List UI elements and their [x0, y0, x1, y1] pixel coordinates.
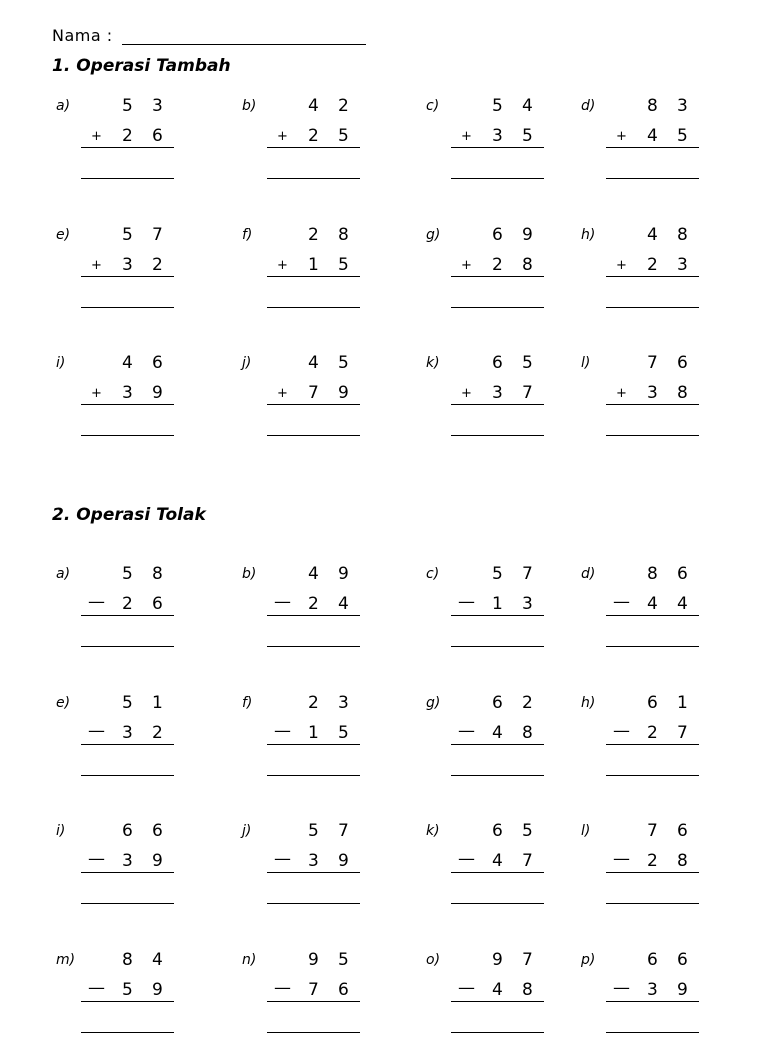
top-tens-digit: 5 [122, 564, 133, 584]
top-tens-digit: 8 [647, 96, 658, 116]
plus-sign: + [461, 258, 472, 273]
answer-line[interactable] [267, 1032, 360, 1033]
bottom-tens-digit: 2 [647, 255, 658, 275]
operation-rule [81, 615, 174, 616]
top-tens-digit: 7 [647, 821, 658, 841]
problem [426, 566, 586, 676]
operation-rule [606, 744, 699, 745]
section-title: 1. Operasi Tambah [52, 56, 231, 76]
problem-label: n) [242, 952, 257, 968]
plus-sign: + [616, 129, 627, 144]
answer-line[interactable] [606, 1032, 699, 1033]
minus-sign: — [274, 721, 291, 741]
top-tens-digit: 6 [492, 353, 503, 373]
operation-rule [267, 147, 360, 148]
problem-label: e) [56, 695, 71, 711]
top-tens-digit: 6 [492, 821, 503, 841]
top-tens-digit: 5 [492, 564, 503, 584]
top-units-digit: 5 [338, 950, 349, 970]
operation-rule [451, 1001, 544, 1002]
answer-line[interactable] [267, 775, 360, 776]
bottom-units-digit: 7 [522, 383, 533, 403]
top-tens-digit: 6 [492, 693, 503, 713]
bottom-tens-digit: 1 [492, 594, 503, 614]
problem-label: m) [56, 952, 76, 968]
bottom-units-digit: 8 [677, 383, 688, 403]
problem [581, 227, 741, 337]
problem-label: c) [426, 98, 440, 114]
top-units-digit: 6 [677, 353, 688, 373]
operation-rule [81, 1001, 174, 1002]
top-units-digit: 2 [522, 693, 533, 713]
answer-line[interactable] [81, 646, 174, 647]
bottom-units-digit: 8 [522, 723, 533, 743]
operation-rule [606, 1001, 699, 1002]
top-units-digit: 3 [338, 693, 349, 713]
bottom-tens-digit: 4 [492, 980, 503, 1000]
bottom-tens-digit: 2 [308, 594, 319, 614]
top-tens-digit: 6 [122, 821, 133, 841]
top-tens-digit: 4 [308, 353, 319, 373]
operation-rule [451, 147, 544, 148]
top-tens-digit: 5 [122, 225, 133, 245]
top-units-digit: 5 [338, 353, 349, 373]
problem [56, 566, 216, 676]
bottom-units-digit: 7 [677, 723, 688, 743]
minus-sign: — [274, 849, 291, 869]
top-units-digit: 2 [338, 96, 349, 116]
bottom-tens-digit: 3 [122, 383, 133, 403]
problem-label: g) [426, 695, 441, 711]
top-tens-digit: 6 [492, 225, 503, 245]
plus-sign: + [91, 258, 102, 273]
plus-sign: + [91, 129, 102, 144]
problem-label: p) [581, 952, 596, 968]
answer-line[interactable] [606, 903, 699, 904]
problem [581, 566, 741, 676]
top-units-digit: 3 [152, 96, 163, 116]
problem [242, 355, 402, 465]
bottom-units-digit: 9 [677, 980, 688, 1000]
bottom-tens-digit: 4 [647, 594, 658, 614]
problem [426, 952, 586, 1062]
bottom-tens-digit: 2 [122, 594, 133, 614]
operation-rule [267, 744, 360, 745]
problem [426, 227, 586, 337]
problem [426, 355, 586, 465]
bottom-tens-digit: 1 [308, 723, 319, 743]
bottom-units-digit: 9 [338, 383, 349, 403]
problem-label: i) [56, 355, 66, 371]
problem [581, 355, 741, 465]
bottom-tens-digit: 2 [308, 126, 319, 146]
answer-line[interactable] [606, 307, 699, 308]
bottom-tens-digit: 7 [308, 980, 319, 1000]
operation-rule [81, 872, 174, 873]
answer-line[interactable] [81, 775, 174, 776]
answer-line[interactable] [451, 1032, 544, 1033]
minus-sign: — [274, 978, 291, 998]
top-units-digit: 7 [338, 821, 349, 841]
problem [426, 823, 586, 933]
problem-label: i) [56, 823, 66, 839]
problem-label: e) [56, 227, 71, 243]
answer-line[interactable] [81, 903, 174, 904]
top-units-digit: 1 [677, 693, 688, 713]
operation-rule [81, 404, 174, 405]
top-tens-digit: 9 [492, 950, 503, 970]
problem-label: a) [56, 98, 71, 114]
bottom-units-digit: 8 [522, 980, 533, 1000]
bottom-units-digit: 8 [677, 851, 688, 871]
top-units-digit: 8 [152, 564, 163, 584]
bottom-tens-digit: 4 [647, 126, 658, 146]
top-units-digit: 8 [677, 225, 688, 245]
operation-rule [267, 615, 360, 616]
problem-label: d) [581, 98, 596, 114]
bottom-units-digit: 5 [338, 723, 349, 743]
answer-line[interactable] [267, 178, 360, 179]
bottom-tens-digit: 5 [122, 980, 133, 1000]
problem [426, 98, 586, 208]
bottom-tens-digit: 7 [308, 383, 319, 403]
operation-rule [451, 276, 544, 277]
problem-label: k) [426, 355, 440, 371]
bottom-units-digit: 9 [152, 980, 163, 1000]
problem [56, 355, 216, 465]
plus-sign: + [616, 386, 627, 401]
problem-label: b) [242, 566, 257, 582]
problem [56, 227, 216, 337]
bottom-units-digit: 5 [338, 255, 349, 275]
bottom-units-digit: 2 [152, 723, 163, 743]
operation-rule [606, 276, 699, 277]
answer-line[interactable] [451, 435, 544, 436]
answer-line[interactable] [81, 1032, 174, 1033]
top-units-digit: 8 [338, 225, 349, 245]
bottom-tens-digit: 2 [122, 126, 133, 146]
answer-line[interactable] [267, 903, 360, 904]
top-units-digit: 5 [522, 821, 533, 841]
operation-rule [606, 404, 699, 405]
top-units-digit: 7 [522, 950, 533, 970]
answer-line[interactable] [606, 178, 699, 179]
top-units-digit: 6 [152, 353, 163, 373]
minus-sign: — [88, 592, 105, 612]
minus-sign: — [88, 849, 105, 869]
top-tens-digit: 2 [308, 225, 319, 245]
bottom-tens-digit: 2 [647, 851, 658, 871]
plus-sign: + [277, 258, 288, 273]
answer-line[interactable] [81, 435, 174, 436]
bottom-tens-digit: 3 [122, 255, 133, 275]
bottom-tens-digit: 3 [647, 383, 658, 403]
plus-sign: + [277, 386, 288, 401]
problem-label: j) [242, 823, 252, 839]
answer-line[interactable] [606, 435, 699, 436]
top-units-digit: 9 [338, 564, 349, 584]
problem [242, 98, 402, 208]
section-title: 2. Operasi Tolak [52, 505, 206, 525]
top-units-digit: 5 [522, 353, 533, 373]
minus-sign: — [88, 721, 105, 741]
minus-sign: — [458, 592, 475, 612]
top-tens-digit: 2 [308, 693, 319, 713]
answer-line[interactable] [451, 307, 544, 308]
operation-rule [267, 1001, 360, 1002]
problem-label: l) [581, 823, 591, 839]
bottom-tens-digit: 4 [492, 851, 503, 871]
bottom-units-digit: 6 [338, 980, 349, 1000]
problem [581, 952, 741, 1062]
answer-line[interactable] [81, 178, 174, 179]
minus-sign: — [613, 592, 630, 612]
top-tens-digit: 6 [647, 950, 658, 970]
top-tens-digit: 8 [647, 564, 658, 584]
bottom-tens-digit: 3 [492, 383, 503, 403]
problem [56, 695, 216, 805]
problem-label: h) [581, 695, 596, 711]
operation-rule [451, 404, 544, 405]
minus-sign: — [88, 978, 105, 998]
bottom-tens-digit: 3 [308, 851, 319, 871]
bottom-units-digit: 9 [338, 851, 349, 871]
minus-sign: — [458, 721, 475, 741]
problem-label: g) [426, 227, 441, 243]
bottom-tens-digit: 2 [492, 255, 503, 275]
answer-line[interactable] [267, 307, 360, 308]
problem [242, 695, 402, 805]
bottom-units-digit: 5 [338, 126, 349, 146]
problem-label: a) [56, 566, 71, 582]
bottom-units-digit: 8 [522, 255, 533, 275]
minus-sign: — [458, 978, 475, 998]
top-units-digit: 4 [522, 96, 533, 116]
top-tens-digit: 5 [122, 693, 133, 713]
operation-rule [267, 404, 360, 405]
problem [242, 952, 402, 1062]
operation-rule [267, 872, 360, 873]
problem [242, 566, 402, 676]
bottom-units-digit: 7 [522, 851, 533, 871]
answer-line[interactable] [267, 435, 360, 436]
bottom-units-digit: 4 [677, 594, 688, 614]
plus-sign: + [616, 258, 627, 273]
top-units-digit: 6 [677, 950, 688, 970]
bottom-units-digit: 6 [152, 594, 163, 614]
top-tens-digit: 5 [122, 96, 133, 116]
top-units-digit: 6 [152, 821, 163, 841]
top-tens-digit: 4 [308, 564, 319, 584]
top-tens-digit: 4 [122, 353, 133, 373]
top-tens-digit: 4 [647, 225, 658, 245]
problem-label: b) [242, 98, 257, 114]
problem-label: k) [426, 823, 440, 839]
top-units-digit: 3 [677, 96, 688, 116]
problem [56, 823, 216, 933]
answer-line[interactable] [451, 178, 544, 179]
problem [581, 823, 741, 933]
operation-rule [267, 276, 360, 277]
problem [581, 695, 741, 805]
problem-label: j) [242, 355, 252, 371]
operation-rule [606, 615, 699, 616]
top-tens-digit: 4 [308, 96, 319, 116]
bottom-tens-digit: 1 [308, 255, 319, 275]
top-units-digit: 4 [152, 950, 163, 970]
minus-sign: — [613, 978, 630, 998]
operation-rule [81, 276, 174, 277]
plus-sign: + [91, 386, 102, 401]
top-tens-digit: 8 [122, 950, 133, 970]
operation-rule [81, 147, 174, 148]
bottom-tens-digit: 3 [122, 851, 133, 871]
bottom-tens-digit: 3 [122, 723, 133, 743]
top-units-digit: 6 [677, 821, 688, 841]
problem-label: d) [581, 566, 596, 582]
problem-label: f) [242, 695, 253, 711]
problem [242, 823, 402, 933]
top-units-digit: 9 [522, 225, 533, 245]
bottom-units-digit: 6 [152, 126, 163, 146]
plus-sign: + [461, 129, 472, 144]
bottom-units-digit: 9 [152, 851, 163, 871]
answer-line[interactable] [267, 646, 360, 647]
answer-line[interactable] [451, 646, 544, 647]
bottom-units-digit: 5 [522, 126, 533, 146]
top-tens-digit: 7 [647, 353, 658, 373]
problem-label: o) [426, 952, 441, 968]
top-tens-digit: 9 [308, 950, 319, 970]
operation-rule [81, 744, 174, 745]
top-units-digit: 1 [152, 693, 163, 713]
minus-sign: — [458, 849, 475, 869]
problem-label: c) [426, 566, 440, 582]
bottom-tens-digit: 3 [647, 980, 658, 1000]
operation-rule [606, 147, 699, 148]
problem [56, 952, 216, 1062]
problem [426, 695, 586, 805]
top-tens-digit: 6 [647, 693, 658, 713]
answer-line[interactable] [606, 775, 699, 776]
bottom-units-digit: 9 [152, 383, 163, 403]
answer-line[interactable] [606, 646, 699, 647]
bottom-units-digit: 3 [522, 594, 533, 614]
minus-sign: — [613, 721, 630, 741]
operation-rule [451, 615, 544, 616]
problem-label: f) [242, 227, 253, 243]
answer-line[interactable] [81, 307, 174, 308]
operation-rule [451, 744, 544, 745]
top-units-digit: 7 [522, 564, 533, 584]
problem [56, 98, 216, 208]
operation-rule [451, 872, 544, 873]
plus-sign: + [461, 386, 472, 401]
name-answer-line[interactable] [122, 44, 366, 45]
problem [581, 98, 741, 208]
bottom-tens-digit: 3 [492, 126, 503, 146]
answer-line[interactable] [451, 775, 544, 776]
top-tens-digit: 5 [492, 96, 503, 116]
top-units-digit: 7 [152, 225, 163, 245]
top-tens-digit: 5 [308, 821, 319, 841]
problem [242, 227, 402, 337]
bottom-units-digit: 2 [152, 255, 163, 275]
name-label: Nama : [52, 26, 113, 45]
minus-sign: — [613, 849, 630, 869]
bottom-tens-digit: 2 [647, 723, 658, 743]
minus-sign: — [274, 592, 291, 612]
bottom-units-digit: 4 [338, 594, 349, 614]
bottom-units-digit: 5 [677, 126, 688, 146]
answer-line[interactable] [451, 903, 544, 904]
problem-label: h) [581, 227, 596, 243]
plus-sign: + [277, 129, 288, 144]
operation-rule [606, 872, 699, 873]
bottom-units-digit: 3 [677, 255, 688, 275]
bottom-tens-digit: 4 [492, 723, 503, 743]
top-units-digit: 6 [677, 564, 688, 584]
problem-label: l) [581, 355, 591, 371]
